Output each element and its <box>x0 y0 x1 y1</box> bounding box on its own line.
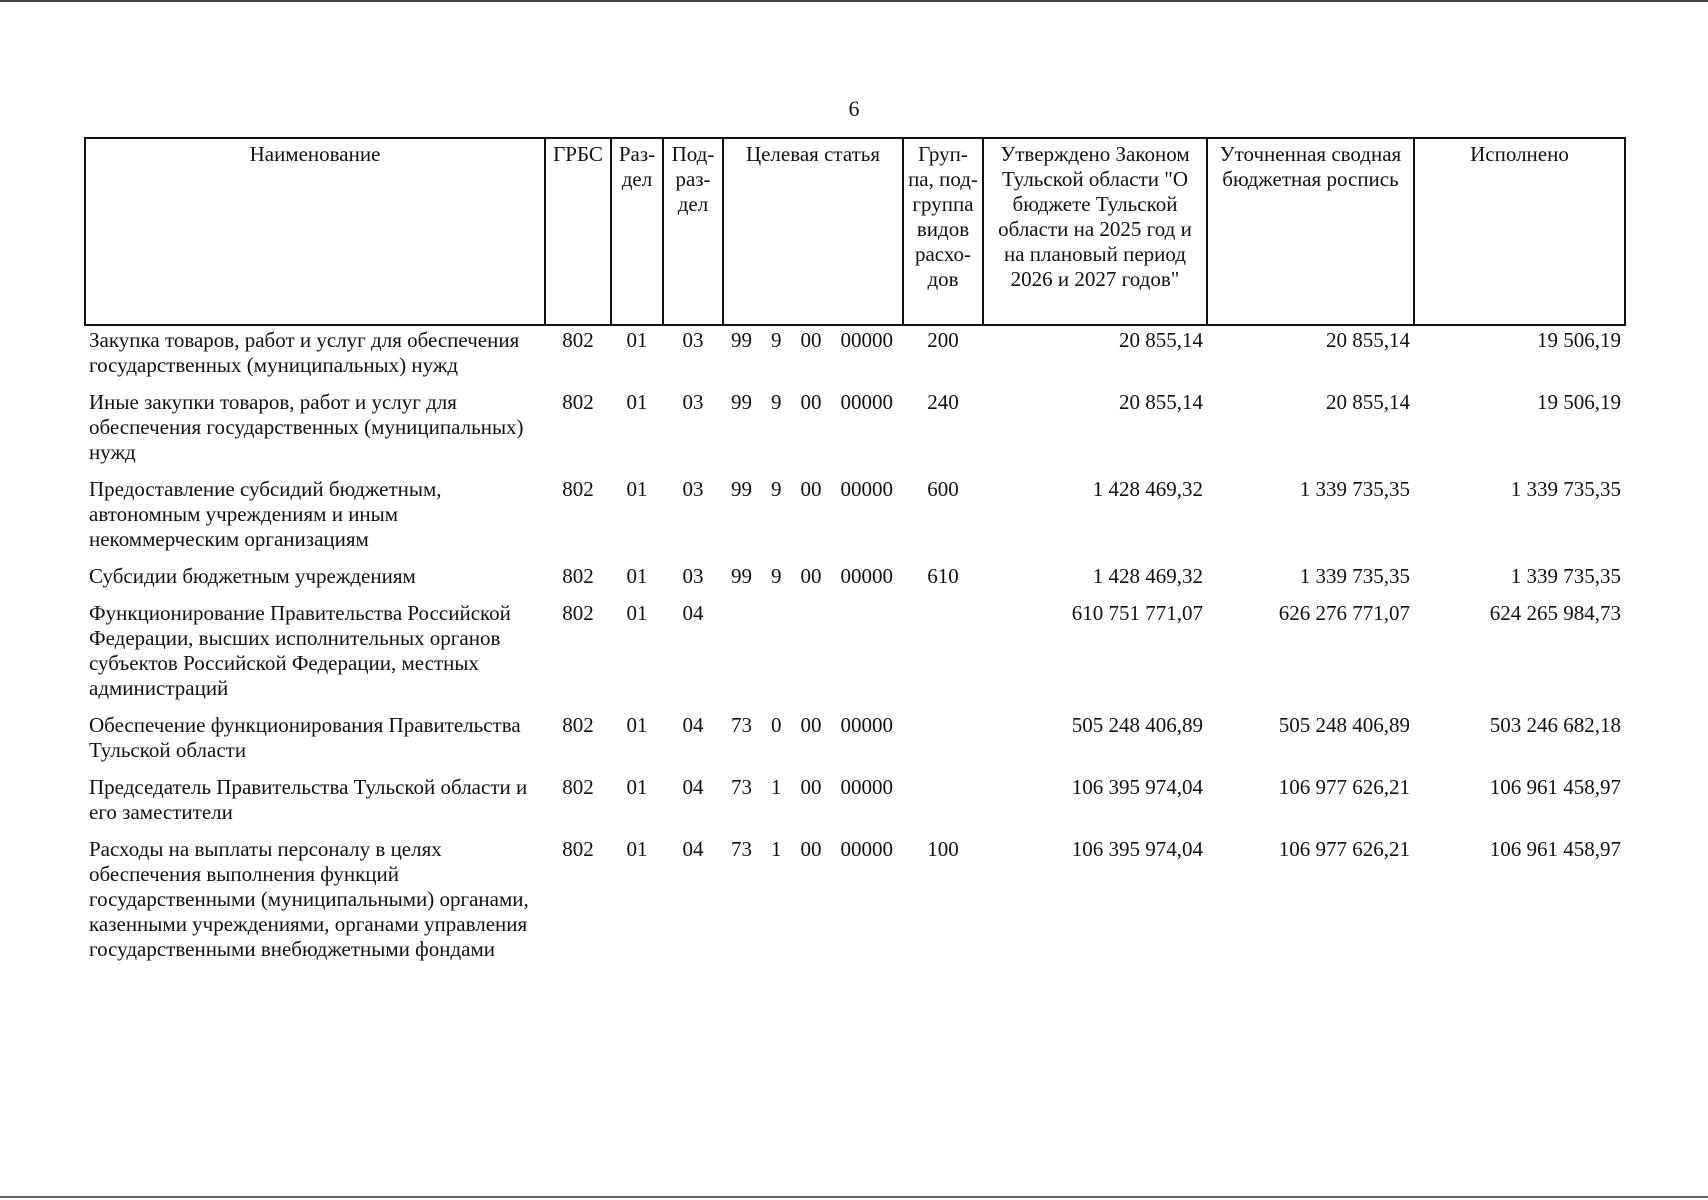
row-name: Закупка товаров, работ и услуг для обеспечения государственных (муниципальных) нужд <box>89 328 520 377</box>
row-podrazdel: 04 <box>682 713 704 737</box>
target-part-1: 99 <box>731 390 752 414</box>
row-executed: 1 339 735,35 <box>1510 477 1621 501</box>
row-executed: 19 506,19 <box>1537 328 1621 352</box>
row-target <box>723 475 903 562</box>
target-part-3: 00 <box>800 713 822 737</box>
row-approved: 505 248 406,89 <box>1071 713 1203 737</box>
row-name: Обеспечение функционирования Правительства Тульской области <box>89 713 521 762</box>
row-grbs: 802 <box>562 564 594 588</box>
row-refined: 106 977 626,21 <box>1278 837 1410 861</box>
header-name: Наименование <box>85 138 545 325</box>
row-refined: 106 977 626,21 <box>1278 775 1410 799</box>
row-razdel: 01 <box>626 837 648 861</box>
row-target <box>723 711 903 773</box>
target-part-2: 9 <box>771 477 782 501</box>
header-podrazdel: Под-раз-дел <box>663 138 723 325</box>
target-part-1: 99 <box>731 564 752 588</box>
row-podrazdel: 03 <box>682 477 704 501</box>
target-part-2: 1 <box>771 775 782 799</box>
row-group: 200 <box>927 328 959 352</box>
row-group <box>903 711 983 773</box>
row-group <box>903 599 983 711</box>
budget-table <box>84 137 1626 972</box>
row-target <box>723 562 903 599</box>
row-razdel: 01 <box>626 775 648 799</box>
row-razdel: 01 <box>626 713 648 737</box>
row-name: Функционирование Правительства Российской Федерации, высших исполнительных органов субъектов Российской Федерации, местных администраций <box>89 601 511 700</box>
row-podrazdel: 04 <box>682 775 704 799</box>
row-refined: 626 276 771,07 <box>1278 601 1410 625</box>
row-target <box>723 773 903 835</box>
row-podrazdel: 04 <box>682 837 704 861</box>
table-header-row <box>85 138 1625 325</box>
row-group: 240 <box>927 390 959 414</box>
table-row <box>85 388 1625 475</box>
table-row <box>85 599 1625 711</box>
row-executed: 106 961 458,97 <box>1489 837 1621 861</box>
row-executed: 1 339 735,35 <box>1510 564 1621 588</box>
header-executed: Исполнено <box>1414 138 1625 325</box>
row-executed: 624 265 984,73 <box>1489 601 1621 625</box>
row-name: Предоставление субсидий бюджетным, автономным учреждениям и иным некоммерческим организациям <box>89 477 442 551</box>
row-podrazdel: 03 <box>682 564 704 588</box>
row-grbs: 802 <box>562 390 594 414</box>
row-podrazdel: 04 <box>682 601 704 625</box>
row-refined: 505 248 406,89 <box>1278 713 1410 737</box>
row-razdel: 01 <box>626 477 648 501</box>
header-grbs: ГРБС <box>545 138 611 325</box>
row-grbs: 802 <box>562 837 594 861</box>
row-razdel: 01 <box>626 390 648 414</box>
row-executed: 503 246 682,18 <box>1489 713 1621 737</box>
row-grbs: 802 <box>562 775 594 799</box>
row-razdel: 01 <box>626 328 648 352</box>
row-name: Председатель Правительства Тульской области и его заместители <box>89 775 528 824</box>
table-row <box>85 835 1625 972</box>
target-part-2: 0 <box>771 713 782 737</box>
target-part-3: 00 <box>800 775 822 799</box>
target-part-3: 00 <box>800 328 822 352</box>
table-row <box>85 562 1625 599</box>
scan-bottom-edge <box>0 1196 1708 1198</box>
row-podrazdel: 03 <box>682 390 704 414</box>
row-approved: 1 428 469,32 <box>1092 477 1203 501</box>
row-grbs: 802 <box>562 477 594 501</box>
row-approved: 106 395 974,04 <box>1071 775 1203 799</box>
header-target: Целевая статья <box>723 138 903 325</box>
target-part-4: 00000 <box>840 564 893 588</box>
table-row <box>85 475 1625 562</box>
row-razdel: 01 <box>626 564 648 588</box>
row-razdel: 01 <box>626 601 648 625</box>
row-approved: 1 428 469,32 <box>1092 564 1203 588</box>
row-approved: 106 395 974,04 <box>1071 837 1203 861</box>
table-row <box>85 325 1625 388</box>
row-target <box>723 599 903 711</box>
row-executed: 19 506,19 <box>1537 390 1621 414</box>
target-part-4: 00000 <box>840 775 893 799</box>
target-part-1: 99 <box>731 328 752 352</box>
row-refined: 1 339 735,35 <box>1299 564 1410 588</box>
target-part-2: 9 <box>771 564 782 588</box>
row-podrazdel: 03 <box>682 328 704 352</box>
target-part-2: 9 <box>771 390 782 414</box>
page-number: 6 <box>848 96 860 121</box>
target-part-1: 73 <box>731 775 752 799</box>
target-part-3: 00 <box>800 837 822 861</box>
target-part-3: 00 <box>800 390 822 414</box>
target-part-2: 1 <box>771 837 782 861</box>
row-group <box>903 773 983 835</box>
row-name: Субсидии бюджетным учреждениям <box>89 564 416 588</box>
row-group: 610 <box>927 564 959 588</box>
header-approved: Утверждено Законом Тульской области "О бюджете Тульской области на 2025 год и на плановый период 2026 и 2027 годов" <box>983 138 1207 325</box>
row-refined: 1 339 735,35 <box>1299 477 1410 501</box>
row-name: Иные закупки товаров, работ и услуг для обеспечения государственных (муниципальных) нужд <box>89 390 524 464</box>
row-approved: 610 751 771,07 <box>1071 601 1203 625</box>
row-approved: 20 855,14 <box>1119 328 1203 352</box>
row-grbs: 802 <box>562 328 594 352</box>
header-razdel: Раз-дел <box>611 138 663 325</box>
table-row <box>85 711 1625 773</box>
target-part-2: 9 <box>771 328 782 352</box>
scan-top-edge <box>0 0 1708 2</box>
row-grbs: 802 <box>562 601 594 625</box>
row-grbs: 802 <box>562 713 594 737</box>
row-approved: 20 855,14 <box>1119 390 1203 414</box>
target-part-4: 00000 <box>840 477 893 501</box>
header-group: Груп-па, под-группа видов расхо-дов <box>903 138 983 325</box>
row-refined: 20 855,14 <box>1326 328 1410 352</box>
target-part-4: 00000 <box>840 390 893 414</box>
row-name: Расходы на выплаты персоналу в целях обеспечения выполнения функций государственными (муниципальными) органами, казенными учреждениями, органами управления государственными внебюджетными фондами <box>89 837 529 961</box>
target-part-4: 00000 <box>840 328 893 352</box>
row-target <box>723 388 903 475</box>
row-executed: 106 961 458,97 <box>1489 775 1621 799</box>
target-part-1: 99 <box>731 477 752 501</box>
header-refined: Уточненная сводная бюджетная роспись <box>1207 138 1414 325</box>
table-row <box>85 773 1625 835</box>
row-group: 600 <box>927 477 959 501</box>
target-part-1: 73 <box>731 837 752 861</box>
target-part-3: 00 <box>800 477 822 501</box>
row-group: 100 <box>927 837 959 861</box>
target-part-4: 00000 <box>840 837 893 861</box>
row-refined: 20 855,14 <box>1326 390 1410 414</box>
row-target <box>723 835 903 972</box>
target-part-3: 00 <box>800 564 822 588</box>
row-target <box>723 325 903 388</box>
target-part-4: 00000 <box>840 713 893 737</box>
target-part-1: 73 <box>731 713 752 737</box>
